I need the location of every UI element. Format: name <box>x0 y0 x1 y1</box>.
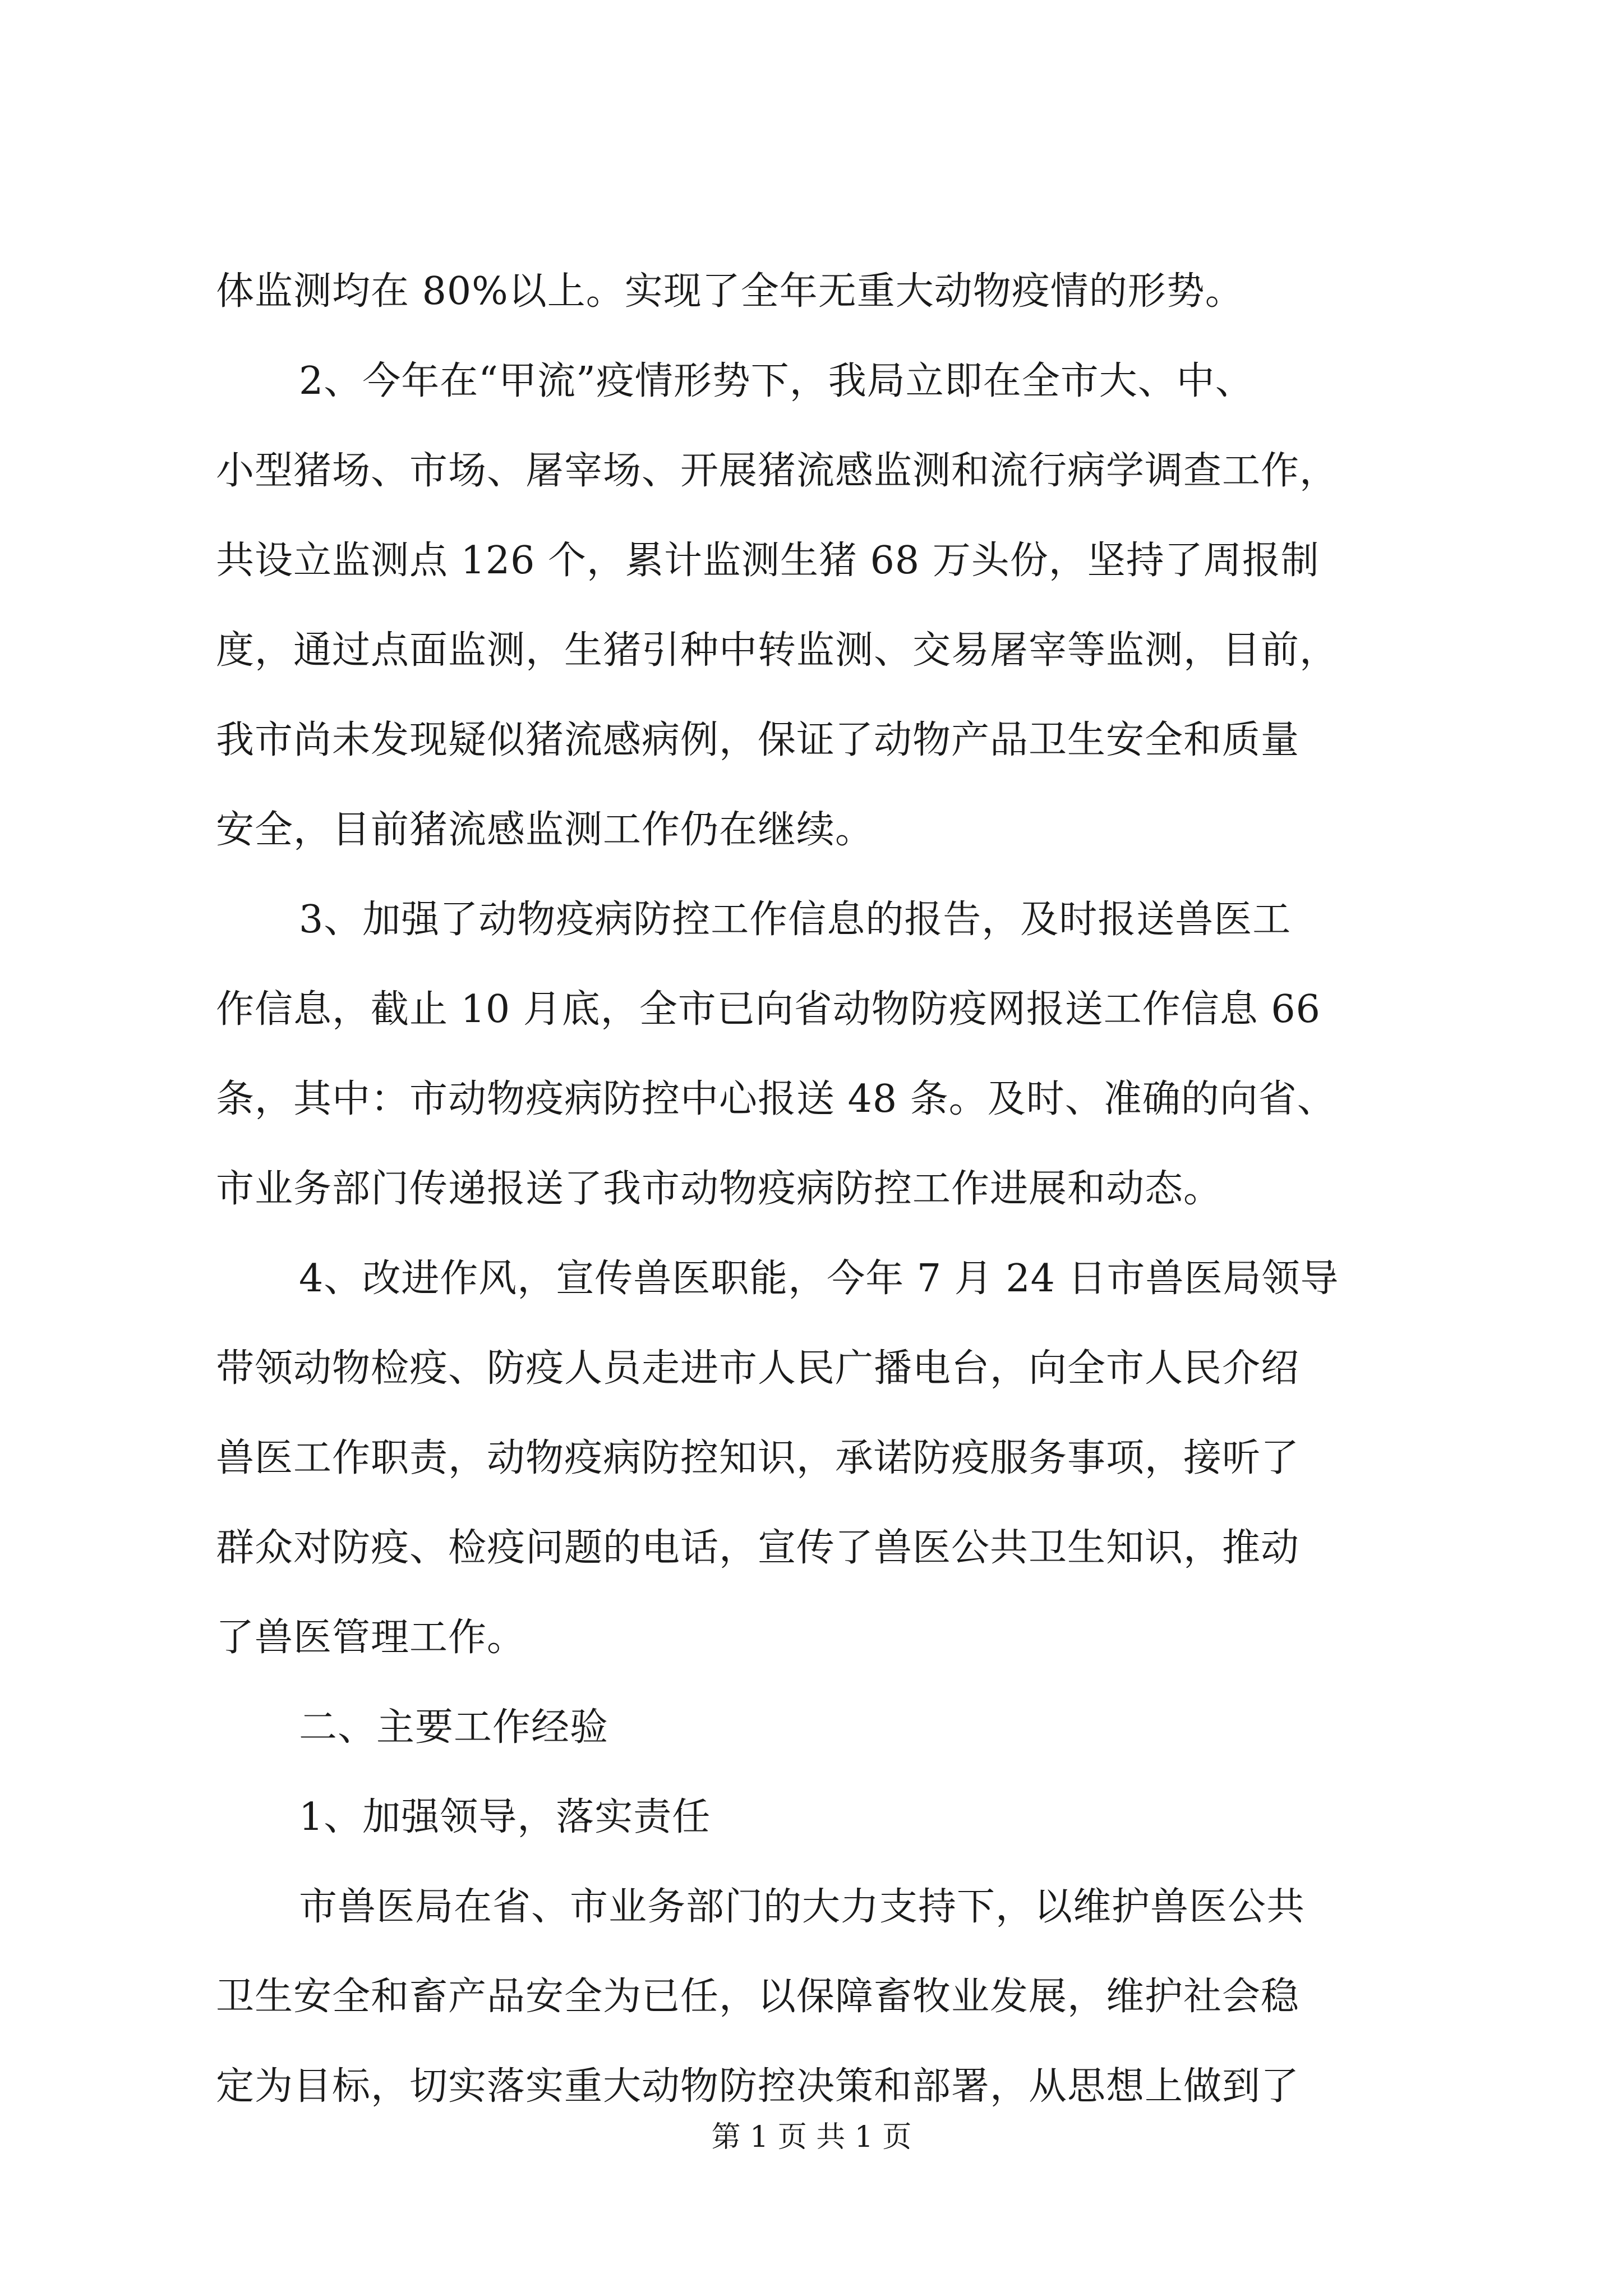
text-line: 共设立监测点 126 个，累计监测生猪 68 万头份，坚持了周报制 <box>216 539 1320 583</box>
text-line: 4、改进作风，宣传兽医职能，今年 7 月 24 日市兽医局领导 <box>299 1257 1339 1301</box>
text-line: 群众对防疫、检疫问题的电话，宣传了兽医公共卫生知识，推动 <box>216 1526 1300 1570</box>
text-line: 市兽医局在省、市业务部门的大力支持下，以维护兽医公共 <box>299 1885 1306 1929</box>
text-line: 条，其中：市动物疫病防控中心报送 48 条。及时、准确的向省、 <box>216 1077 1336 1121</box>
subsection-heading: 1、加强领导，落实责任 <box>299 1795 711 1839</box>
text-line: 了兽医管理工作。 <box>216 1616 526 1660</box>
document-body <box>216 247 1422 2132</box>
text-line: 我市尚未发现疑似猪流感病例，保证了动物产品卫生安全和质量 <box>216 718 1300 762</box>
text-line: 度，通过点面监测，生猪引种中转监测、交易屠宰等监测，目前， <box>216 628 1339 673</box>
text-line: 2、今年在“甲流”疫情形势下，我局立即在全市大、中、 <box>299 359 1254 403</box>
section-heading: 二、主要工作经验 <box>299 1705 609 1750</box>
text-line: 市业务部门传递报送了我市动物疫病防控工作进展和动态。 <box>216 1167 1223 1211</box>
text-line: 兽医工作职责，动物疫病防控知识，承诺防疫服务事项，接听了 <box>216 1436 1300 1480</box>
text-line: 卫生安全和畜产品安全为已任，以保障畜牧业发展，维护社会稳 <box>216 1975 1300 2019</box>
text-line: 3、加强了动物疫病防控工作信息的报告，及时报送兽医工 <box>299 898 1292 942</box>
text-line: 安全，目前猪流感监测工作仍在继续。 <box>216 808 874 852</box>
text-line: 小型猪场、市场、屠宰场、开展猪流感监测和流行病学调查工作， <box>216 449 1339 493</box>
text-line: 定为目标，切实落实重大动物防控决策和部署，从思想上做到了 <box>216 2064 1300 2109</box>
text-line: 带领动物检疫、防疫人员走进市人民广播电台，向全市人民介绍 <box>216 1346 1300 1391</box>
page-number-footer: 第 1 页 共 1 页 <box>711 2120 912 2154</box>
text-line: 作信息，截止 10 月底，全市已向省动物防疫网报送工作信息 66 <box>216 987 1321 1032</box>
text-line: 体监测均在 80%以上。实现了全年无重大动物疫情的形势。 <box>216 269 1244 314</box>
